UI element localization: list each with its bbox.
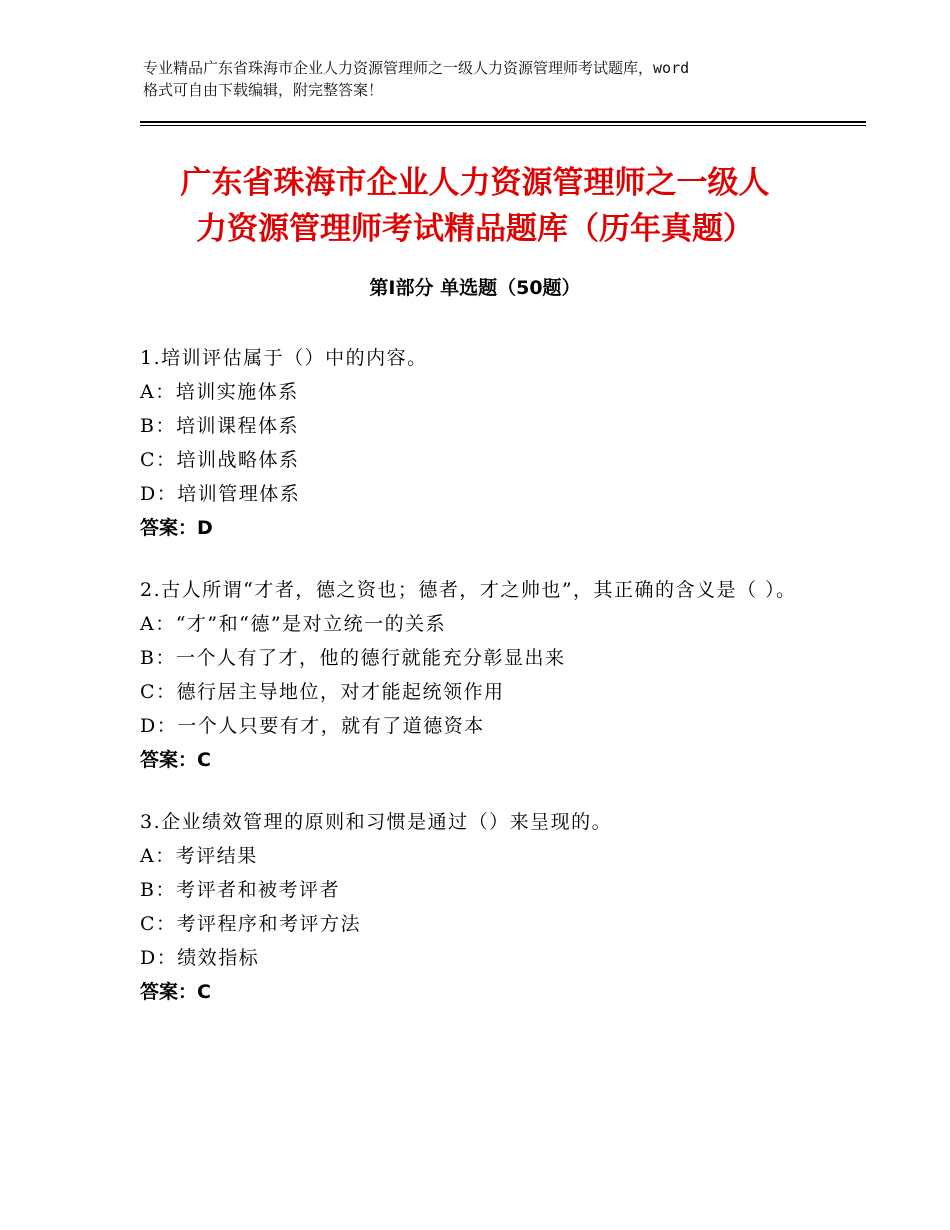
answer-label: 答案：C (140, 749, 211, 771)
question-stem: 3.企业绩效管理的原则和习惯是通过（）来呈现的。 (140, 811, 613, 833)
question-1 (140, 341, 820, 545)
question-3 (140, 805, 820, 1009)
option-b: B：培训课程体系 (140, 415, 299, 437)
header-note-line-1: 专业精品广东省珠海市企业人力资源管理师之一级人力资源管理师考试题库，word (143, 59, 690, 77)
question-stem: 1.培训评估属于（）中的内容。 (140, 347, 428, 369)
option-a: A：考评结果 (140, 845, 258, 867)
option-a: A：培训实施体系 (140, 381, 299, 403)
option-b: B：考评者和被考评者 (140, 879, 340, 901)
header-divider-thin (140, 125, 866, 126)
option-d: D：一个人只要有才，就有了道德资本 (140, 715, 485, 737)
answer-label: 答案：D (140, 517, 213, 539)
option-d: D：培训管理体系 (140, 483, 301, 505)
header-divider-thick (140, 121, 866, 123)
option-b: B：一个人有了才，他的德行就能充分彰显出来 (140, 647, 566, 669)
question-list (140, 341, 820, 1037)
option-c: C：德行居主导地位，对才能起统领作用 (140, 681, 505, 703)
option-c: C：培训战略体系 (140, 449, 300, 471)
question-2 (140, 573, 820, 777)
option-a: A：“才”和“德”是对立统一的关系 (140, 613, 447, 635)
question-stem: 2.古人所谓“才者，德之资也；德者，才之帅也”，其正确的含义是（ ）。 (140, 579, 797, 601)
document-title-line-2: 力资源管理师考试精品题库（历年真题） (196, 211, 754, 247)
option-d: D：绩效指标 (140, 947, 260, 969)
document-title (100, 160, 850, 252)
document-title-line-1: 广东省珠海市企业人力资源管理师之一级人 (180, 165, 770, 201)
section-heading: 第Ⅰ部分 单选题（50题） (369, 277, 581, 299)
answer-label: 答案：C (140, 981, 211, 1003)
header-note-line-2: 格式可自由下载编辑，附完整答案！ (143, 81, 384, 99)
option-c: C：考评程序和考评方法 (140, 913, 362, 935)
header-note (143, 57, 823, 101)
